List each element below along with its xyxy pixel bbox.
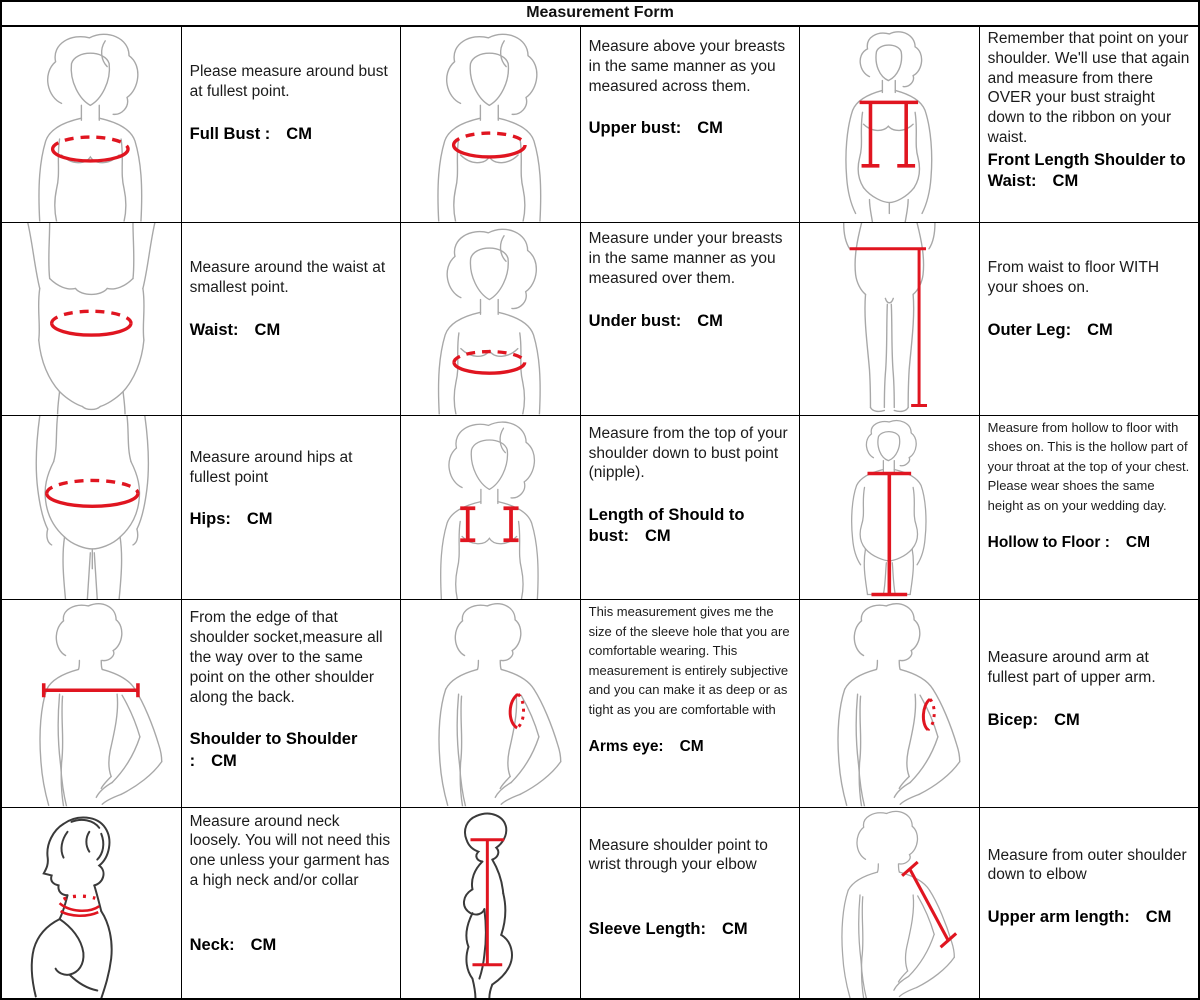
under-bust-unit: CM <box>697 311 723 330</box>
arms-eye-label: Arms eye: CM <box>588 738 704 756</box>
hollow-to-floor-label: Hollow to Floor : CM <box>987 534 1151 552</box>
arms-eye-figure <box>401 600 580 806</box>
upper-bust-figure <box>401 27 580 222</box>
outer-leg-figure <box>800 223 979 414</box>
shoulder-to-shoulder-description: From the edge of that shoulder socket,measure all the way over to the same point on the other shoulder along the back. <box>189 609 383 706</box>
cell-bicep <box>980 600 1198 806</box>
hollow-to-floor-description: Measure from hollow to floor with shoes on. This is the hollow part of your throat at the top of your chest. Please wear shoes the same height as on your wedding day. <box>987 419 1190 513</box>
cell-front-length <box>980 27 1198 222</box>
neck-unit: CM <box>250 935 277 954</box>
sleeve-length-label: Sleeve Length: CM <box>588 920 748 939</box>
sleeve-length-description: Measure shoulder point to wrist through your elbow <box>588 836 768 874</box>
neck-label: Neck: CM <box>189 935 277 954</box>
form-title: Measurement Form <box>2 2 1198 25</box>
hollow-to-floor-unit: CM <box>1125 534 1151 552</box>
upper-bust-description: Measure above your breasts in the same manner as you measured across them. <box>588 38 786 95</box>
hips-label: Hips: CM <box>189 510 273 529</box>
hips-description: Measure around hips at fullest point <box>189 448 353 486</box>
hips-unit: CM <box>246 510 273 529</box>
upper-arm-length-figure <box>800 808 979 998</box>
cell-upper-bust <box>581 27 799 222</box>
full-bust-figure <box>2 27 181 222</box>
full-bust-label: Full Bust : CM <box>189 124 312 143</box>
cell-arms-eye <box>581 600 799 806</box>
under-bust-label: Under bust: CM <box>588 311 723 330</box>
under-bust-description: Measure under your breasts in the same manner as you measured over them. <box>588 230 783 288</box>
hollow-to-floor-figure <box>800 416 979 599</box>
neck-description: Measure around neck loosely. You will not need this one unless your garment has a high neck and/or collar <box>189 812 391 890</box>
front-length-figure <box>800 27 979 222</box>
shoulder-to-bust-figure <box>401 416 580 599</box>
cell-under-bust <box>581 223 799 414</box>
sleeve-length-unit: CM <box>722 920 748 939</box>
bicep-description: Measure around arm at fullest part of upper arm. <box>987 649 1156 687</box>
cell-shoulder-to-bust <box>581 416 799 599</box>
waist-label: Waist: CM <box>189 321 281 340</box>
shoulder-to-bust-label: Length of Should to bust: CM <box>588 506 745 546</box>
outer-leg-unit: CM <box>1087 321 1113 340</box>
upper-arm-length-description: Measure from outer shoulder down to elbow <box>987 846 1187 884</box>
cell-outer-leg <box>980 223 1198 414</box>
arms-eye-unit: CM <box>679 738 704 756</box>
outer-leg-label: Outer Leg: CM <box>987 321 1113 340</box>
shoulder-to-shoulder-figure <box>2 600 181 806</box>
front-length-description: Remember that point on your shoulder. We'll use that again and measure from there OVER your bust straight down to the ribbon on your waist. <box>987 30 1190 147</box>
full-bust-unit: CM <box>286 124 312 143</box>
under-bust-figure <box>401 223 580 414</box>
cell-full-bust <box>182 27 400 222</box>
front-length-unit: CM <box>1052 172 1079 191</box>
upper-bust-label: Upper bust: CM <box>588 119 723 138</box>
upper-bust-unit: CM <box>697 119 723 138</box>
bicep-unit: CM <box>1054 710 1080 729</box>
front-length-label: Front Length Shoulder to Waist: CM <box>987 150 1186 191</box>
shoulder-to-bust-unit: CM <box>644 527 671 546</box>
cell-shoulder-to-shoulder <box>182 600 400 806</box>
arms-eye-description: This measurement gives me the size of the sleeve hole that you are comfortable wearing. This measurement is entirely subjective and you can make it as deep or as tight as you are comfortable with <box>588 604 790 717</box>
shoulder-to-shoulder-unit: CM <box>211 751 237 770</box>
cell-neck <box>182 808 400 998</box>
waist-description: Measure around the waist at smallest point. <box>189 259 386 297</box>
upper-arm-length-label: Upper arm length: CM <box>987 908 1172 927</box>
waist-unit: CM <box>254 321 281 340</box>
bicep-label: Bicep: CM <box>987 710 1080 729</box>
upper-arm-length-unit: CM <box>1145 908 1172 927</box>
sleeve-length-figure <box>401 808 580 998</box>
neck-figure <box>2 808 181 998</box>
bicep-figure <box>800 600 979 806</box>
cell-sleeve-length <box>581 808 799 998</box>
waist-figure <box>2 223 181 414</box>
cell-hollow-to-floor <box>980 416 1198 599</box>
cell-upper-arm-length <box>980 808 1198 998</box>
shoulder-to-shoulder-label: Shoulder to Shoulder : CM <box>189 730 358 770</box>
cell-waist <box>182 223 400 414</box>
outer-leg-description: From waist to floor WITH your shoes on. <box>987 259 1160 297</box>
full-bust-description: Please measure around bust at fullest point. <box>189 63 388 100</box>
shoulder-to-bust-description: Measure from the top of your shoulder down to bust point (nipple). <box>588 424 788 482</box>
measurement-table <box>2 25 1198 998</box>
hips-figure <box>2 416 181 599</box>
cell-hips <box>182 416 400 599</box>
